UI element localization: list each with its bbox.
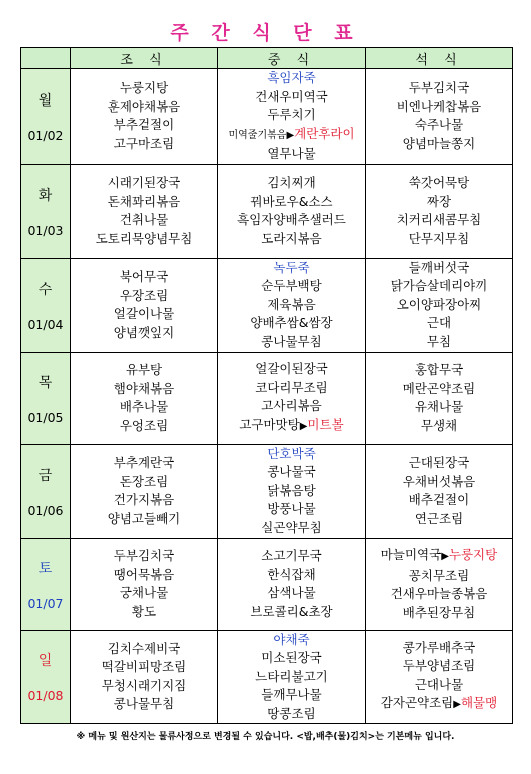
menu-item bbox=[71, 658, 217, 677]
menu-item bbox=[218, 631, 365, 650]
menu-item-text: 건취나물 bbox=[119, 212, 169, 227]
lunch-cell bbox=[218, 164, 366, 258]
arrow-right-icon: ▶ bbox=[441, 551, 449, 562]
menu-item bbox=[71, 677, 217, 696]
menu-item-text: 들깨버섯국 bbox=[408, 259, 470, 275]
menu-item-text: 브로콜리&초장 bbox=[250, 603, 333, 619]
menu-item bbox=[218, 360, 365, 379]
header-corner bbox=[21, 48, 71, 69]
menu-item bbox=[218, 519, 365, 538]
menu-item bbox=[218, 705, 365, 724]
menu-item bbox=[71, 510, 217, 529]
menu-item-text: 얼갈이나물 bbox=[113, 306, 175, 321]
menu-item bbox=[71, 584, 217, 603]
menu-item bbox=[366, 135, 512, 154]
menu-item-text: 양념마늘쫑지 bbox=[402, 135, 476, 151]
menu-item-text: 제육볶음 bbox=[267, 296, 316, 312]
menu-item bbox=[71, 566, 217, 585]
arrow-right-icon: ▶ bbox=[453, 699, 461, 711]
menu-item bbox=[366, 380, 512, 399]
menu-item bbox=[218, 106, 365, 125]
header-row bbox=[21, 48, 513, 69]
menu-item-text: 황도 bbox=[131, 603, 157, 619]
menu-item-text: 배추나물 bbox=[119, 399, 169, 414]
menu-item-text: 두루치기 bbox=[267, 107, 316, 122]
day-date: 01/08 bbox=[27, 688, 64, 704]
menu-item-text: 느타리불고기 bbox=[255, 668, 328, 684]
menu-item bbox=[71, 268, 217, 287]
menu-item-text: 미소된장국 bbox=[261, 650, 322, 665]
lunch-cell bbox=[218, 352, 366, 444]
menu-item-text: 돈채꽈리볶음 bbox=[107, 193, 181, 209]
menu-item bbox=[71, 324, 217, 343]
day-name: 금 bbox=[38, 467, 53, 484]
lunch-cell bbox=[218, 69, 366, 165]
dinner-cell bbox=[366, 164, 513, 258]
menu-item bbox=[71, 640, 217, 659]
menu-item bbox=[218, 125, 365, 146]
menu-item bbox=[71, 305, 217, 324]
menu-item bbox=[71, 361, 217, 380]
menu-item-text: 마늘미역국 bbox=[380, 547, 442, 562]
day-cell bbox=[21, 258, 71, 352]
menu-item bbox=[218, 296, 365, 315]
breakfast-cell bbox=[71, 444, 218, 538]
day-date: 01/06 bbox=[27, 502, 64, 518]
menu-item bbox=[71, 174, 217, 193]
menu-item-text: 홍합무국 bbox=[414, 362, 464, 377]
breakfast-cell bbox=[71, 258, 218, 352]
page-title: 주 간 식 단 표 bbox=[170, 22, 361, 44]
menu-item bbox=[71, 230, 217, 249]
menu-item bbox=[71, 116, 217, 135]
menu-item-text: 고구마맛탕 bbox=[239, 416, 300, 432]
day-name: 월 bbox=[38, 92, 53, 109]
menu-item-text: 부추겉절이 bbox=[113, 117, 175, 133]
menu-item-text: 삼색나물 bbox=[267, 585, 316, 600]
menu-item-text: 우엉조림 bbox=[119, 417, 169, 433]
menu-item-text: 배추겉절이 bbox=[408, 492, 470, 507]
menu-item bbox=[71, 79, 217, 98]
menu-item bbox=[218, 379, 365, 398]
menu-item-text: 양념깻잎지 bbox=[113, 324, 175, 340]
breakfast-cell bbox=[71, 69, 218, 165]
menu-item-text: 근대된장국 bbox=[408, 455, 470, 470]
menu-item-alt-text: 미트볼 bbox=[307, 416, 344, 432]
menu-item-text: 얼갈이된장국 bbox=[255, 361, 328, 376]
menu-item-text: 감자곤약조림 bbox=[380, 695, 454, 711]
menu-item bbox=[366, 491, 512, 510]
menu-item-text: 꿔바로우&소스 bbox=[250, 193, 333, 209]
breakfast-cell bbox=[71, 630, 218, 724]
menu-item-text: 유채나물 bbox=[414, 399, 464, 414]
menu-item-text: 콩가루배추국 bbox=[402, 639, 476, 655]
menu-item-text: 배추된장무침 bbox=[402, 604, 476, 620]
menu-item-text: 도라지볶음 bbox=[261, 230, 322, 246]
menu-item-text: 도토리묵양념무침 bbox=[95, 230, 193, 246]
menu-item bbox=[366, 193, 512, 212]
menu-item-text: 순두부백탕 bbox=[261, 278, 322, 294]
menu-item-text: 녹두죽 bbox=[273, 259, 310, 275]
menu-item bbox=[366, 585, 512, 604]
menu-item bbox=[366, 510, 512, 529]
header-dinner: 석 식 bbox=[366, 48, 513, 69]
day-date: 01/04 bbox=[27, 316, 64, 332]
menu-item-text: 궁채나물 bbox=[119, 585, 169, 600]
menu-item bbox=[218, 482, 365, 501]
menu-item-text: 돈장조림 bbox=[119, 473, 169, 489]
lunch-cell bbox=[218, 630, 366, 724]
menu-item bbox=[71, 454, 217, 473]
menu-item bbox=[366, 79, 512, 98]
menu-item bbox=[366, 211, 512, 230]
menu-item bbox=[366, 277, 512, 296]
day-date: 01/05 bbox=[27, 409, 64, 425]
menu-item-text: 유부탕 bbox=[125, 362, 163, 377]
menu-item bbox=[218, 333, 365, 352]
menu-item-text: 짜장 bbox=[426, 193, 452, 209]
menu-item-text: 누룽지탕 bbox=[119, 80, 169, 96]
header-breakfast: 조 식 bbox=[71, 48, 218, 69]
day-cell bbox=[21, 164, 71, 258]
arrow-right-icon: ▶ bbox=[286, 129, 295, 141]
menu-item bbox=[218, 668, 365, 687]
day-cell bbox=[21, 69, 71, 165]
menu-item bbox=[218, 277, 365, 296]
menu-item bbox=[71, 398, 217, 417]
menu-item bbox=[218, 445, 365, 464]
menu-item bbox=[218, 145, 365, 164]
menu-item-text: 우장조림 bbox=[119, 287, 169, 303]
dinner-cell bbox=[366, 258, 513, 352]
menu-item-text: 콩나물무침 bbox=[261, 333, 322, 349]
menu-item-text: 김치찌개 bbox=[267, 175, 316, 190]
menu-item-text: 김치수제비국 bbox=[107, 640, 181, 656]
menu-item-text: 건가지볶음 bbox=[113, 492, 175, 507]
menu-item bbox=[218, 547, 365, 566]
day-row bbox=[21, 258, 513, 352]
menu-item bbox=[218, 211, 365, 230]
menu-item-alt-text: 계란후라이 bbox=[294, 125, 355, 141]
menu-item-text: 무청시래기지짐 bbox=[101, 677, 187, 693]
menu-item bbox=[71, 547, 217, 566]
menu-item bbox=[218, 397, 365, 416]
menu-item bbox=[366, 473, 512, 492]
menu-item-text: 들깨무나물 bbox=[261, 687, 322, 702]
day-cell bbox=[21, 630, 71, 724]
menu-item bbox=[71, 135, 217, 154]
menu-item bbox=[366, 657, 512, 676]
menu-item bbox=[71, 287, 217, 306]
menu-item-text: 콩나물무침 bbox=[113, 696, 175, 712]
day-cell bbox=[21, 444, 71, 538]
menu-item bbox=[366, 676, 512, 695]
menu-item-text: 햄야채볶음 bbox=[113, 380, 175, 396]
menu-item bbox=[218, 69, 365, 88]
lunch-cell bbox=[218, 538, 366, 630]
menu-item bbox=[366, 604, 512, 623]
day-date: 01/03 bbox=[27, 222, 64, 238]
menu-item bbox=[71, 211, 217, 230]
menu-item-text: 단호박죽 bbox=[267, 445, 316, 461]
menu-item bbox=[218, 649, 365, 668]
menu-item bbox=[218, 259, 365, 278]
menu-item bbox=[366, 116, 512, 135]
menu-item bbox=[218, 463, 365, 482]
menu-item-text: 콩나물국 bbox=[267, 464, 316, 480]
menu-item-text: 꽁치무조림 bbox=[408, 567, 470, 583]
menu-item bbox=[218, 566, 365, 585]
menu-item bbox=[366, 259, 512, 278]
menu-item-text: 무침 bbox=[426, 333, 452, 349]
menu-item-text: 부추계란국 bbox=[113, 455, 175, 470]
dinner-cell bbox=[366, 352, 513, 444]
menu-item-text: 닭가슴살데리야끼 bbox=[390, 278, 488, 294]
menu-item-text: 방풍나물 bbox=[267, 501, 316, 517]
menu-item bbox=[71, 491, 217, 510]
menu-item-alt-text: 누룽지탕 bbox=[448, 547, 498, 562]
menu-item-text: 닭볶음탕 bbox=[267, 482, 316, 498]
day-name: 토 bbox=[38, 560, 53, 577]
menu-item bbox=[366, 296, 512, 315]
day-date: 01/02 bbox=[27, 127, 64, 143]
menu-item-text: 건새우미역국 bbox=[255, 88, 328, 104]
menu-item-text: 고구마조림 bbox=[113, 135, 175, 151]
menu-item-text: 고사리볶음 bbox=[261, 398, 322, 413]
dinner-cell bbox=[366, 630, 513, 724]
menu-item bbox=[71, 603, 217, 622]
menu-item bbox=[366, 333, 512, 352]
menu-item-text: 단무지무침 bbox=[408, 230, 470, 246]
menu-item bbox=[366, 417, 512, 436]
footer-note: ※ 메뉴 및 원산지는 물류사정으로 변경될 수 있습니다. <밥,배추(물)김치>는 기본메뉴 입니다. bbox=[76, 732, 455, 742]
menu-item bbox=[218, 686, 365, 705]
menu-item bbox=[218, 230, 365, 249]
lunch-cell bbox=[218, 258, 366, 352]
day-cell bbox=[21, 352, 71, 444]
menu-item-text: 근대 bbox=[426, 315, 452, 331]
menu-item-text: 건새우마늘종볶음 bbox=[390, 586, 488, 601]
menu-item bbox=[71, 417, 217, 436]
menu-item bbox=[366, 314, 512, 333]
header-lunch: 중 식 bbox=[218, 48, 366, 69]
menu-item bbox=[366, 694, 512, 715]
menu-item-text: 우채버섯볶음 bbox=[402, 473, 476, 489]
menu-item-text: 시래기된장국 bbox=[107, 175, 181, 190]
day-cell bbox=[21, 538, 71, 630]
menu-item-text: 연근조림 bbox=[414, 510, 464, 526]
dinner-cell bbox=[366, 538, 513, 630]
menu-item bbox=[218, 314, 365, 333]
day-row bbox=[21, 352, 513, 444]
menu-item bbox=[366, 361, 512, 380]
lunch-cell bbox=[218, 444, 366, 538]
menu-item bbox=[366, 546, 512, 567]
menu-item bbox=[71, 380, 217, 399]
day-row bbox=[21, 538, 513, 630]
menu-item-text: 야채죽 bbox=[273, 631, 310, 647]
menu-item-text: 땅콩조림 bbox=[267, 705, 316, 721]
menu-item bbox=[218, 193, 365, 212]
menu-item-text: 무생채 bbox=[420, 417, 458, 433]
menu-item-text: 두부양념조림 bbox=[402, 658, 476, 674]
menu-item-text: 흑임자양배추샐러드 bbox=[237, 212, 346, 227]
menu-item-text: 소고기무국 bbox=[261, 548, 322, 563]
menu-item-text: 땡어묵볶음 bbox=[113, 566, 175, 582]
menu-item-text: 비엔나케찹볶음 bbox=[396, 98, 482, 114]
menu-item bbox=[366, 639, 512, 658]
menu-item bbox=[218, 500, 365, 519]
menu-item-text: 열무나물 bbox=[267, 146, 316, 161]
menu-item-text: 오이양파장아찌 bbox=[396, 296, 482, 312]
menu-item-alt-text: 해물맹 bbox=[460, 695, 498, 711]
weekly-menu-table bbox=[20, 47, 513, 724]
menu-item-text: 떡갈비피망조림 bbox=[101, 659, 187, 675]
menu-item-text: 한식잡채 bbox=[267, 566, 316, 582]
day-name: 목 bbox=[38, 374, 53, 391]
day-row bbox=[21, 69, 513, 165]
day-row bbox=[21, 164, 513, 258]
menu-item bbox=[71, 193, 217, 212]
menu-item-text: 북어무국 bbox=[119, 269, 169, 284]
breakfast-cell bbox=[71, 352, 218, 444]
menu-item-text: 양념고들빼기 bbox=[107, 510, 181, 526]
menu-item bbox=[71, 473, 217, 492]
menu-item bbox=[218, 416, 365, 437]
day-name: 수 bbox=[38, 281, 53, 298]
menu-item-text: 두부김치국 bbox=[113, 548, 175, 563]
menu-item bbox=[71, 695, 217, 714]
menu-item bbox=[218, 584, 365, 603]
menu-item bbox=[366, 454, 512, 473]
dinner-cell bbox=[366, 444, 513, 538]
menu-item-text: 미역줄기볶음 bbox=[228, 129, 287, 141]
menu-item bbox=[218, 88, 365, 107]
breakfast-cell bbox=[71, 538, 218, 630]
menu-item-text: 두부김치국 bbox=[408, 80, 470, 96]
day-name: 화 bbox=[38, 187, 53, 204]
arrow-right-icon: ▶ bbox=[299, 420, 308, 432]
menu-item-text: 양배추쌈&쌈장 bbox=[250, 315, 333, 331]
day-row bbox=[21, 630, 513, 724]
menu-item-text: 흑임자죽 bbox=[267, 70, 316, 85]
menu-item-text: 코다리무조림 bbox=[255, 379, 328, 395]
menu-item bbox=[366, 230, 512, 249]
menu-item bbox=[366, 174, 512, 193]
menu-item bbox=[218, 603, 365, 622]
menu-item-text: 치커리새콤무침 bbox=[396, 212, 482, 227]
menu-item-text: 훈제야채볶음 bbox=[107, 98, 181, 114]
menu-item bbox=[71, 98, 217, 117]
menu-item bbox=[366, 398, 512, 417]
menu-item bbox=[366, 98, 512, 117]
menu-item-text: 근대나물 bbox=[414, 676, 464, 692]
day-date: 01/07 bbox=[27, 595, 64, 611]
breakfast-cell bbox=[71, 164, 218, 258]
menu-item bbox=[366, 567, 512, 586]
menu-item-text: 실곤약무침 bbox=[261, 519, 322, 535]
menu-item bbox=[218, 174, 365, 193]
menu-item-text: 메란곤약조림 bbox=[402, 380, 476, 396]
dinner-cell bbox=[366, 69, 513, 165]
menu-item-text: 숙주나물 bbox=[414, 117, 464, 133]
menu-item-text: 쑥갓어묵탕 bbox=[408, 175, 470, 190]
day-name: 일 bbox=[38, 653, 53, 670]
day-row bbox=[21, 444, 513, 538]
